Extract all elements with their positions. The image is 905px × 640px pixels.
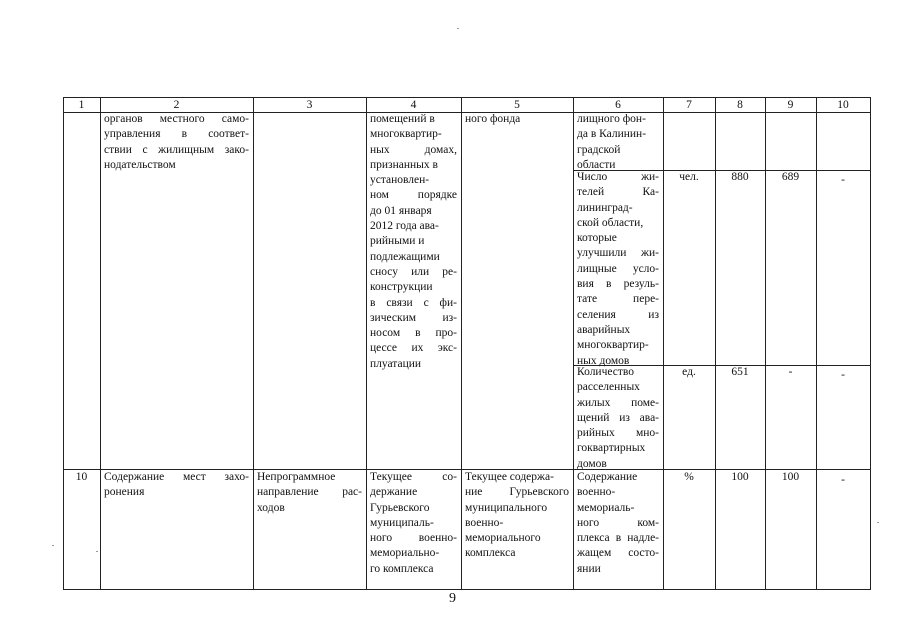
row-10-col3-text: Непрограммное направление рас- ходов [257, 471, 362, 514]
row-10-col4-text: Текущее со- держание Гурьевского муниципаль- ного военно- мемориально- го комплекса [370, 471, 457, 575]
row-10-unit: % [684, 471, 694, 483]
row-10-value-col8: 100 [731, 471, 749, 483]
indicator-1-name: Число жи- телей Ка- лининград- ской области, которые улучшили жи- лищные усло- вия в резуль- тате пере- селения из аварийных многоквартир- ных домов [577, 171, 659, 367]
row-cont-col2-text: органов местного само- управления в соответ- ствии с жилищным зако- нодательством [104, 113, 249, 171]
row-10-col5-text: Текущее содержа- ние Гурьевского муниципального военно- мемориального комплекса [465, 471, 569, 560]
indicator-1-value-col10: - [841, 174, 845, 186]
scan-speck [877, 522, 879, 523]
row-cont-col6-text: лищного фон- да в Калинин- градской области [577, 113, 647, 171]
row-cont-col4-text: помещений в многоквартир- ных домах, признанных в установлен- ном порядке до 01 января 2012 года ава- рийными и подлежащими сносу или ре- конструкции в связи с фи- зическим из- носом в про- цессе их экс- плуатации [370, 113, 457, 370]
row-10-col6-text: Содержание военно- мемориаль- ного ком- плекса в надле- жащем состо- янии [577, 471, 659, 575]
header-col-9: 9 [787, 99, 794, 111]
page-number: 9 [449, 591, 456, 606]
row-10-value-col10: - [841, 474, 845, 486]
scan-speck [52, 545, 54, 546]
header-col-7: 7 [686, 99, 692, 111]
indicator-1-unit: чел. [679, 171, 699, 183]
row-10-col2-text: Содержание мест захо- ронения [104, 471, 249, 499]
header-col-10: 10 [837, 99, 849, 111]
header-col-2: 2 [173, 99, 180, 111]
scan-speck [457, 28, 459, 29]
indicator-1-value-col9: 689 [781, 171, 800, 183]
indicator-1-value-col8: 880 [731, 171, 749, 183]
scan-speck [96, 551, 98, 552]
data-table [63, 97, 871, 590]
header-col-1: 1 [78, 99, 85, 111]
row-10-value-col9: 100 [781, 471, 800, 483]
indicator-2-unit: ед. [682, 366, 696, 378]
indicator-2-name: Количество расселенных жилых поме- щений из ава- рийных мно- гоквартирных домов [577, 366, 659, 470]
row-cont-col5-text: ного фонда [465, 113, 521, 125]
header-col-6: 6 [615, 99, 621, 111]
row-10-number: 10 [75, 471, 88, 483]
indicator-2-value-col8: 651 [731, 366, 749, 378]
header-col-3: 3 [306, 99, 313, 111]
header-col-5: 5 [514, 99, 520, 111]
header-col-4: 4 [410, 99, 417, 111]
indicator-2-value-col9: - [788, 366, 793, 378]
indicator-2-value-col10: - [841, 369, 845, 381]
header-col-8: 8 [737, 99, 743, 111]
